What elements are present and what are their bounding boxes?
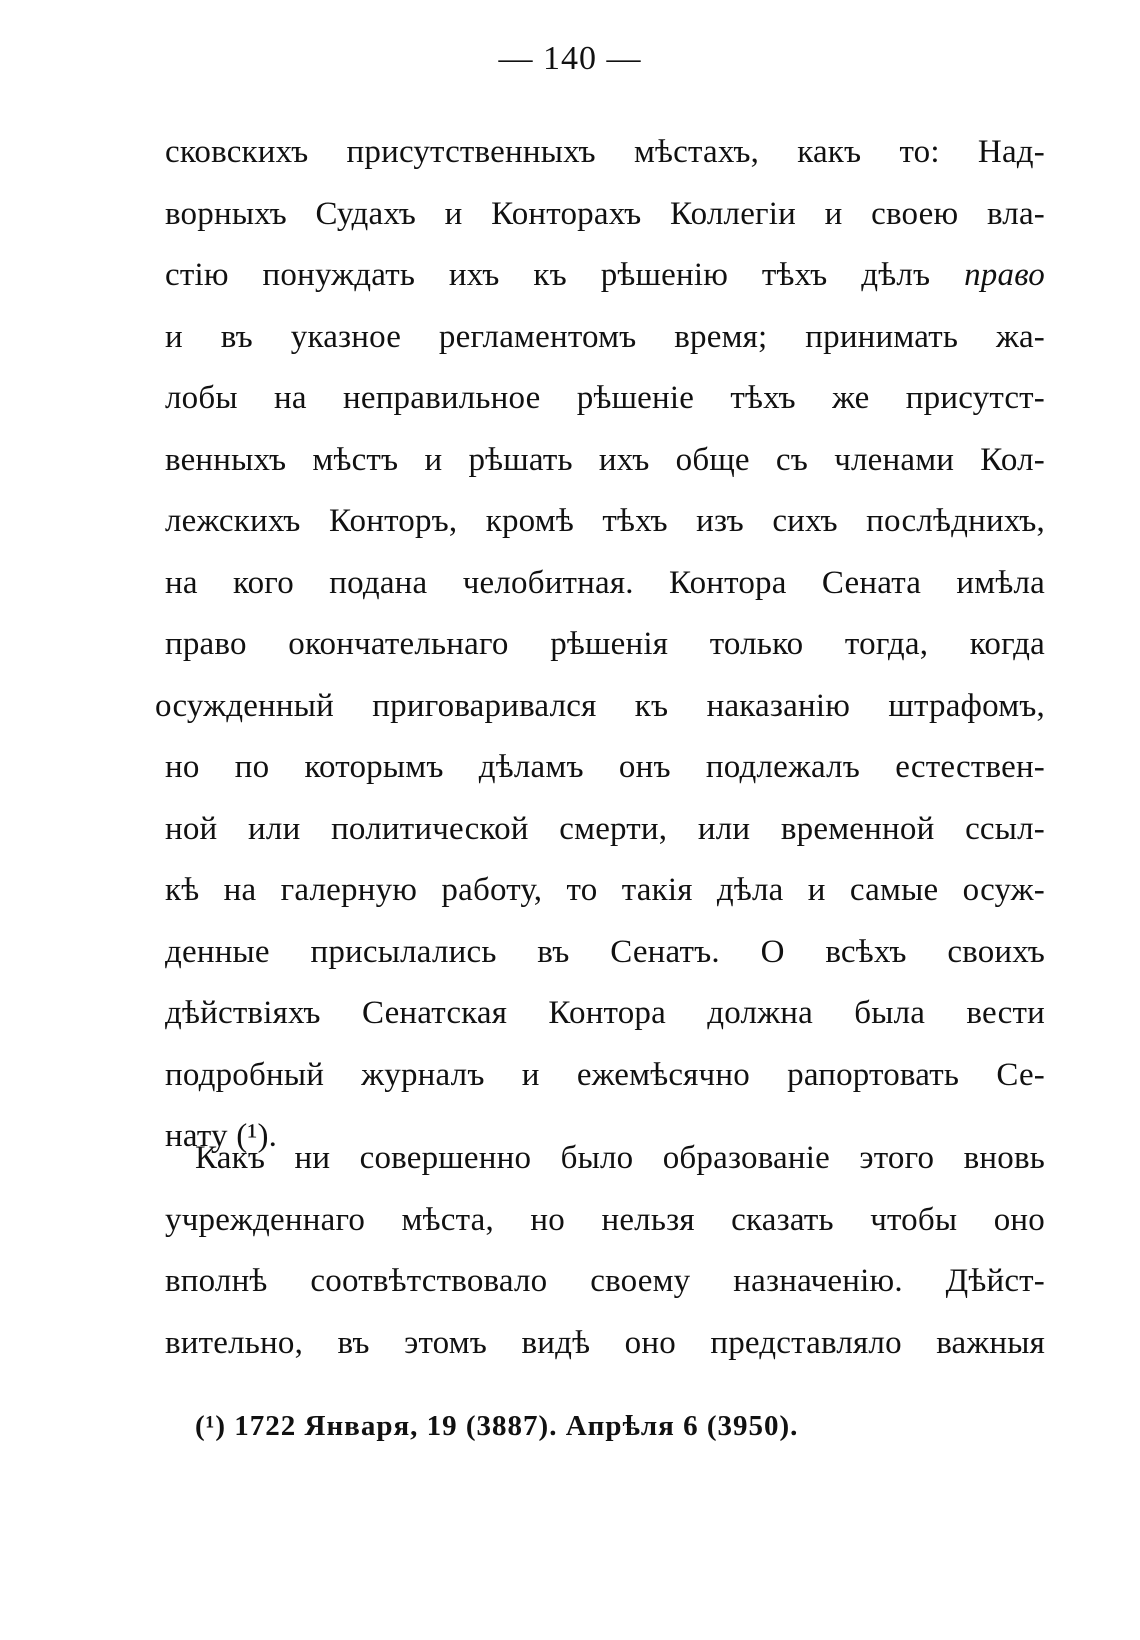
text-line: на кого подана челобитная. Контора Сената имѣла [165,564,1045,601]
text-line: вполнѣ соотвѣтствовало своему назначенію. Дѣйст- [165,1263,1045,1299]
text-line-segment: стію понуждать ихъ къ рѣшенію тѣхъ дѣлъ [165,257,931,293]
text-line: осужденный приговаривался къ наказанію штрафомъ, [155,687,1045,724]
paragraph-2 [165,1128,1045,1374]
text-line: учрежденнаго мѣста, но нельзя сказать чтобы оно [165,1201,1045,1238]
text-line: подробный журналъ и ежемѣсячно рапортовать Се- [165,1056,1045,1093]
text-line: ворныхъ Судахъ и Конторахъ Коллегіи и своею вла- [165,195,1045,232]
text-line: дѣйствіяхъ Сенатская Контора должна была вести [165,995,1045,1031]
text-line: и въ указное регламентомъ время; принимать жа- [165,318,1045,355]
page-number: — 140 — [498,40,642,77]
text-line: сковскихъ присутственныхъ мѣстахъ, какъ то: Над- [165,134,1045,170]
footnote: (¹) 1722 Января, 19 (3887). Апрѣля 6 (3950). [195,1410,799,1442]
text-line: денные присылались въ Сенатъ. О всѣхъ своихъ [165,933,1045,970]
text-line: вительно, въ этомъ видѣ оно представляло важныя [165,1324,1045,1361]
text-line: право окончательнаго рѣшенія только тогда, когда [165,626,1045,662]
text-line: ной или политической смерти, или временной ссыл- [165,810,1045,847]
text-line: Какъ ни совершенно было образованіе этого вновь [195,1140,1045,1176]
text-line [165,245,1045,307]
text-line: нату (¹). [165,1118,278,1154]
text-line: венныхъ мѣстъ и рѣшать ихъ обще съ членами Кол- [165,441,1045,478]
text-line: но по которымъ дѣламъ онъ подлежалъ естествен- [165,749,1045,785]
text-line: лежскихъ Конторъ, кромѣ тѣхъ изъ сихъ послѣднихъ, [165,503,1045,539]
paragraph-1 [155,122,1045,1168]
text-line: лобы на неправильное рѣшеніе тѣхъ же присутст- [165,380,1045,416]
italic-word: право [964,257,1045,293]
text-line: кѣ на галерную работу, то такія дѣла и самые осуж- [165,872,1045,908]
